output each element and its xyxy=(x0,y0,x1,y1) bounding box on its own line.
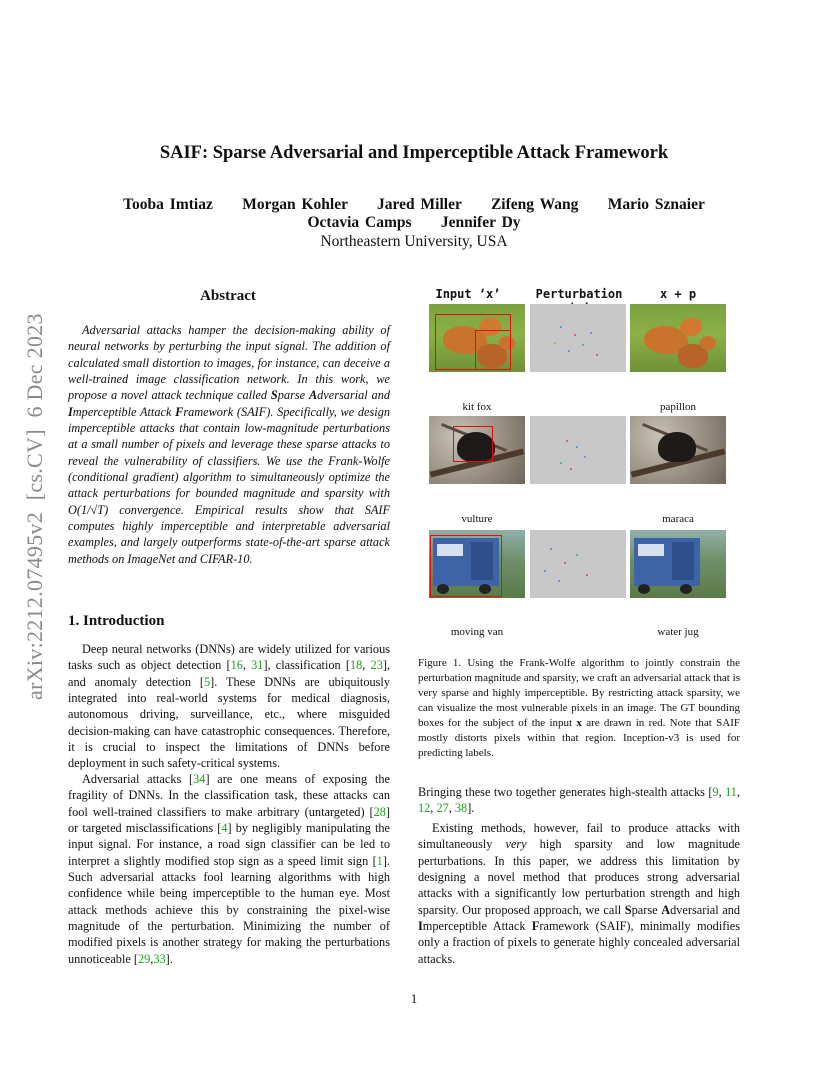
citation-link[interactable]: 4 xyxy=(221,821,228,836)
abstract-heading: Abstract xyxy=(200,288,256,304)
citation-link[interactable]: 28 xyxy=(373,804,386,819)
figure-caption: Figure 1. Using the Frank-Wolfe algorithm to jointly constrain the perturbation magnitude and sparsity, we craft an adversarial attack that is very sparse and highly imperceptible. By restricting attack sparsity, we can visualize the most vulnerable pixels in an image. The GT bounding boxes for the subject of the input x are drawn in red. Note that SAIF mostly distorts pixels within that region. Inception-v3 is used for predicting labels. xyxy=(418,657,740,759)
perturbation-image-fox xyxy=(530,304,626,372)
citation-link[interactable]: 29 xyxy=(138,951,151,966)
bounding-box xyxy=(430,535,502,597)
citation-link[interactable]: 23 xyxy=(370,658,383,673)
big-o-expression: O(1/√T) xyxy=(68,502,109,517)
predicted-label: maraca xyxy=(662,513,694,525)
figure-column-header-input: Input ‘x’ xyxy=(435,287,501,301)
input-image-vulture xyxy=(429,416,525,484)
input-label: vulture xyxy=(461,513,493,525)
citation-link[interactable]: 18 xyxy=(349,658,363,673)
bounding-box xyxy=(453,426,493,462)
figure-column-header-sum: x + p xyxy=(659,287,697,301)
citation-link[interactable]: 31 xyxy=(251,658,264,673)
adversarial-image-fox xyxy=(630,304,726,372)
input-label: kit fox xyxy=(462,401,492,413)
perturbation-image-van xyxy=(530,530,626,598)
citation-link[interactable]: 16 xyxy=(230,658,243,673)
citation-link[interactable]: 38 xyxy=(454,801,468,816)
abstract-body: Adversarial attacks hamper the decision-making ability of neural networks by perturbing the input signal. The addition of calculated small distortion to images, for instance, can deceive a well-trained image classification network. In this work, we propose a novel attack technique called Sparse Adversarial and Imperceptible Attack Framework (SAIF). Specifically, we design imperceptible attacks that contain low-magnitude perturbations at a small number of pixels and leverage these sparse attacks to reveal the vulnerability of classifiers. We use the Frank-Wolfe (conditional gradient) algorithm to simultaneously optimize the attack perturbations for bounded magnitude and sparsity with O(1/√T) convergence. Empirical results show that SAIF computes highly imperceptible and interpretable adversarial examples, and largely outperforms state-of-the-art sparse attack methods on ImageNet and CIFAR-10. xyxy=(68,323,390,566)
bounding-box xyxy=(475,330,511,370)
citation-link[interactable]: 12 xyxy=(418,801,431,816)
citation-link[interactable]: 11 xyxy=(725,785,737,799)
paper-title: SAIF: Sparse Adversarial and Imperceptible Attack Framework xyxy=(159,143,669,163)
citation-link[interactable]: 33 xyxy=(153,951,166,966)
citation-link[interactable]: 27 xyxy=(436,801,449,816)
section-heading-introduction: 1. Introduction xyxy=(68,613,165,629)
perturbation-image-vulture xyxy=(530,416,626,484)
page-number: 1 xyxy=(410,991,418,1006)
intro-paragraph-2: Adversarial attacks [34] are one means of exposing the fragility of DNNs. In the classification task, these attacks can fool well-trained classifiers to make arbitrary (untargeted) [28] or targeted misclassifications [4] by negligibly manipulating the input signal. For instance, a road sign classifier can be led to interpret a slightly modified stop sign as a speed limit sign [1]. Such adversarial attacks fool learning algorithms with high confidence while being imperceptible to the human eye. Most attack methods achieve this by constraining the pixel-wise magnitude of the perturbation. Minimizing the number of modified pixels is another strategy for making the perturbations unnoticeable [29,33]. xyxy=(68,772,390,966)
affiliation: Northeastern University, USA xyxy=(320,233,508,250)
predicted-label: water jug xyxy=(657,626,699,638)
predicted-label: papillon xyxy=(659,401,697,413)
intro-paragraph-1: Deep neural networks (DNNs) are widely utilized for various tasks such as object detection [16, 31], classification [18, 23], and anomaly detection [5]. These DNNs are ubiquitously integrated into real-world systems for medical diagnosis, autonomous driving, surveillance, etc., where misguided decision-making can have catastrophic consequences. Therefore, it is crucial to inspect the limitations of DNNs before deployment in such safety-critical systems. xyxy=(68,642,391,771)
citation-link[interactable]: 5 xyxy=(203,674,211,689)
citation-link[interactable]: 34 xyxy=(193,772,206,786)
input-label: moving van xyxy=(450,626,504,638)
author-list: Tooba Imtiaz Morgan Kohler Jared Miller Zifeng Wang Mario Sznaier xyxy=(123,196,705,213)
citation-link[interactable]: 9 xyxy=(712,785,719,799)
citation-link[interactable]: 1 xyxy=(376,853,383,868)
figure-1 xyxy=(418,284,740,644)
adversarial-image-vulture xyxy=(630,416,726,484)
arxiv-identifier[interactable]: arXiv:2212.07495v2 [cs.CV] 6 Dec 2023 xyxy=(22,313,47,700)
adversarial-image-van xyxy=(630,530,726,598)
input-image-van xyxy=(429,530,525,598)
figure-column-header-perturbation: Perturbation xyxy=(535,287,623,301)
author-list-continued: Octavia Camps Jennifer Dy xyxy=(307,214,521,231)
right-paragraph-2: Existing methods, however, fail to produce attacks with simultaneously very high sparsity and low magnitude perturbations. In this paper, we address this limitation by designing a novel method that produces strong adversarial attacks with a significantly low perturbation strength and high sparsity. Our proposed approach, we call Sparse Adversarial and Imperceptible Attack Framework (SAIF), minimally modifies only a fraction of pixels to generate highly concealed adversarial attacks. xyxy=(418,821,740,966)
input-image-fox xyxy=(429,304,525,372)
right-paragraph-1: Bringing these two together generates high-stealth attacks [9, 11, 12, 27, 38]. xyxy=(418,785,740,816)
